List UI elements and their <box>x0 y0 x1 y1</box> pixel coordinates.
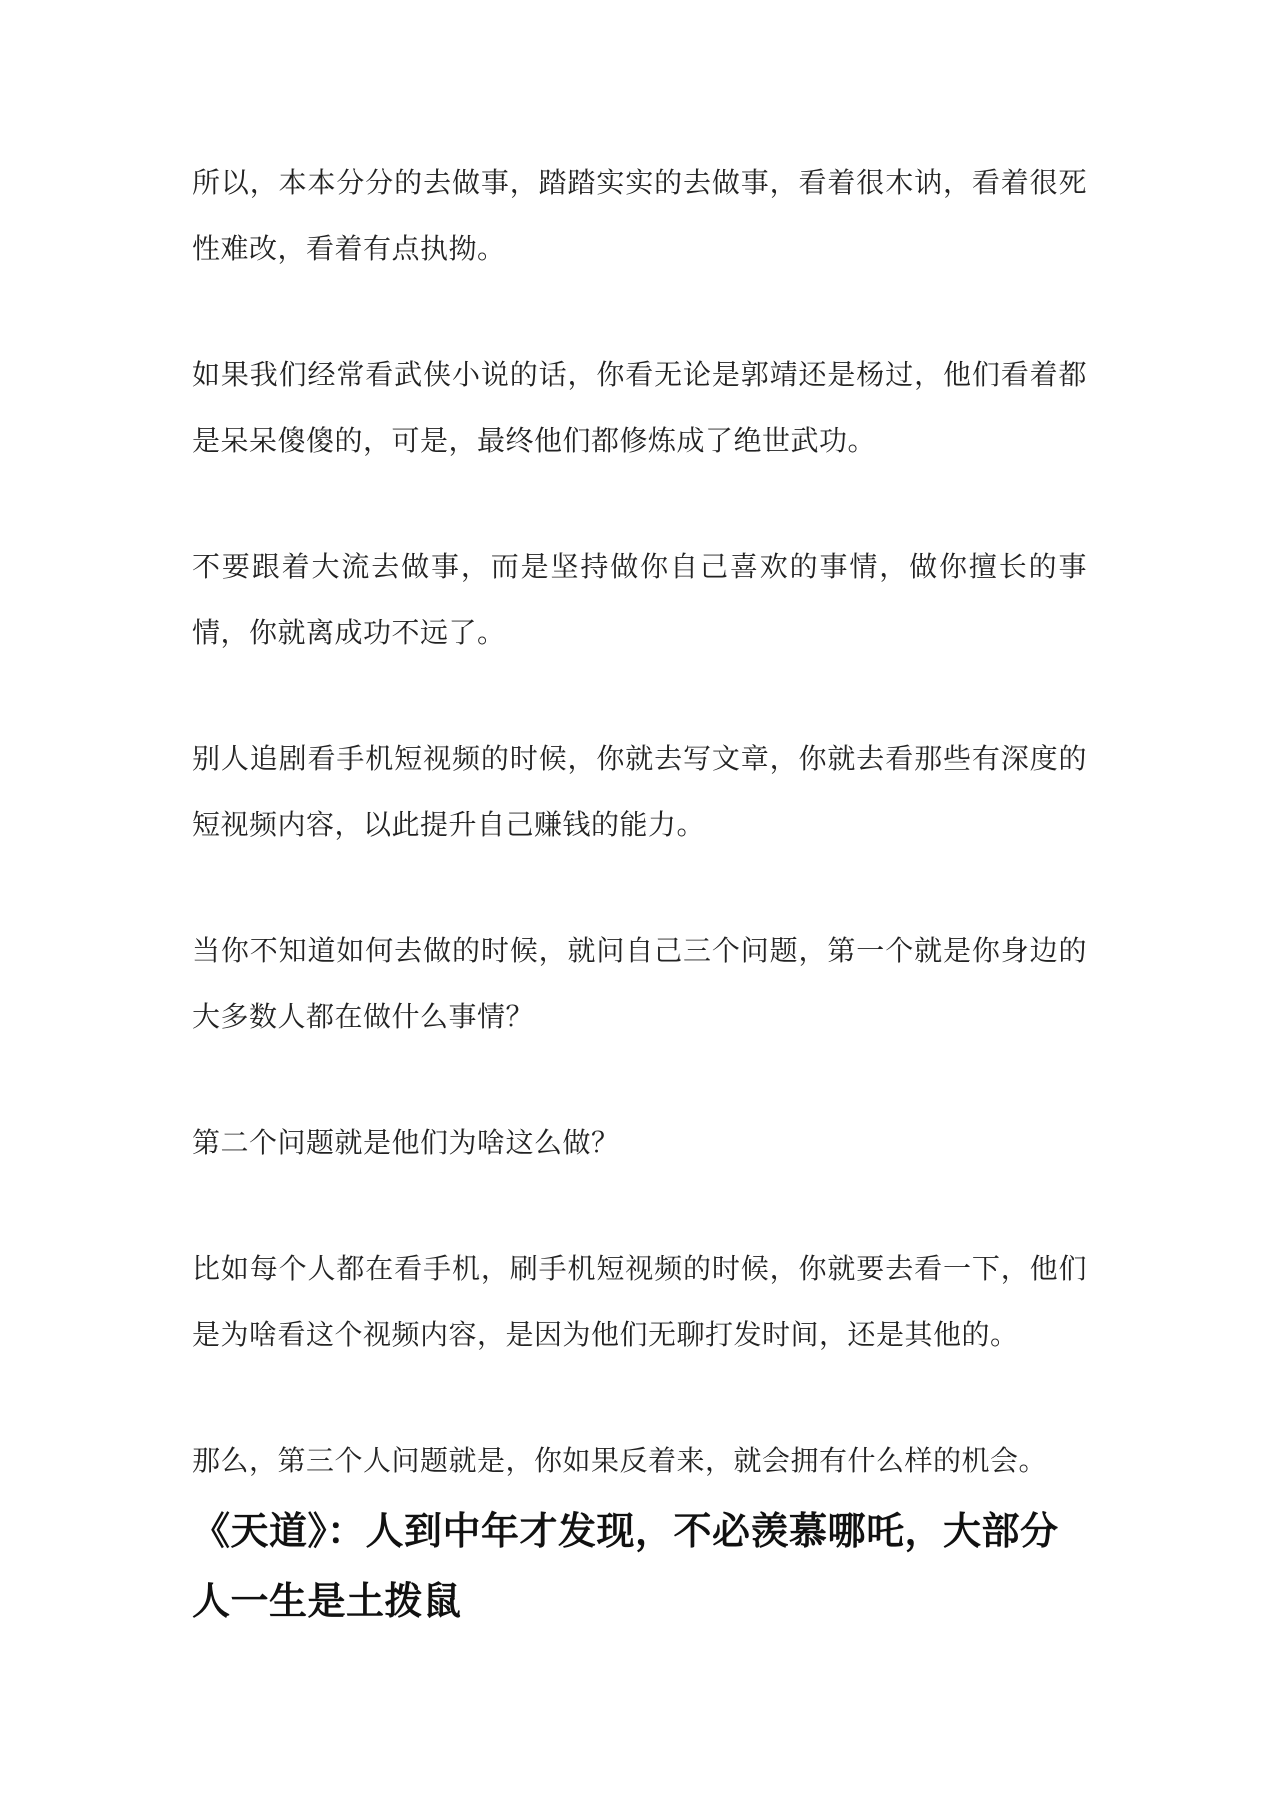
paragraph: 所以，本本分分的去做事，踏踏实实的去做事，看着很木讷，看着很死性难改，看着有点执拗。 <box>192 166 1087 265</box>
paragraph: 别人追剧看手机短视频的时候，你就去写文章，你就去看那些有深度的短视频内容，以此提升自己赚钱的能力。 <box>192 742 1087 841</box>
document-page <box>192 150 1087 1636</box>
paragraph: 如果我们经常看武侠小说的话，你看无论是郭靖还是杨过，他们看着都是呆呆傻傻的，可是，最终他们都修炼成了绝世武功。 <box>192 358 1087 457</box>
section-heading: 《天道》：人到中年才发现，不必羡慕哪吒，大部分人一生是土拨鼠 <box>192 1508 1059 1623</box>
paragraph: 比如每个人都在看手机，刷手机短视频的时候，你就要去看一下，他们是为啥看这个视频内容，是因为他们无聊打发时间，还是其他的。 <box>192 1252 1087 1351</box>
paragraph: 当你不知道如何去做的时候，就问自己三个问题，第一个就是你身边的大多数人都在做什么事情？ <box>192 934 1087 1033</box>
paragraph: 不要跟着大流去做事，而是坚持做你自己喜欢的事情，做你擅长的事情，你就离成功不远了。 <box>192 550 1087 649</box>
paragraph: 第二个问题就是他们为啥这么做？ <box>192 1126 620 1159</box>
paragraph: 那么，第三个人问题就是，你如果反着来，就会拥有什么样的机会。 <box>192 1444 1048 1477</box>
